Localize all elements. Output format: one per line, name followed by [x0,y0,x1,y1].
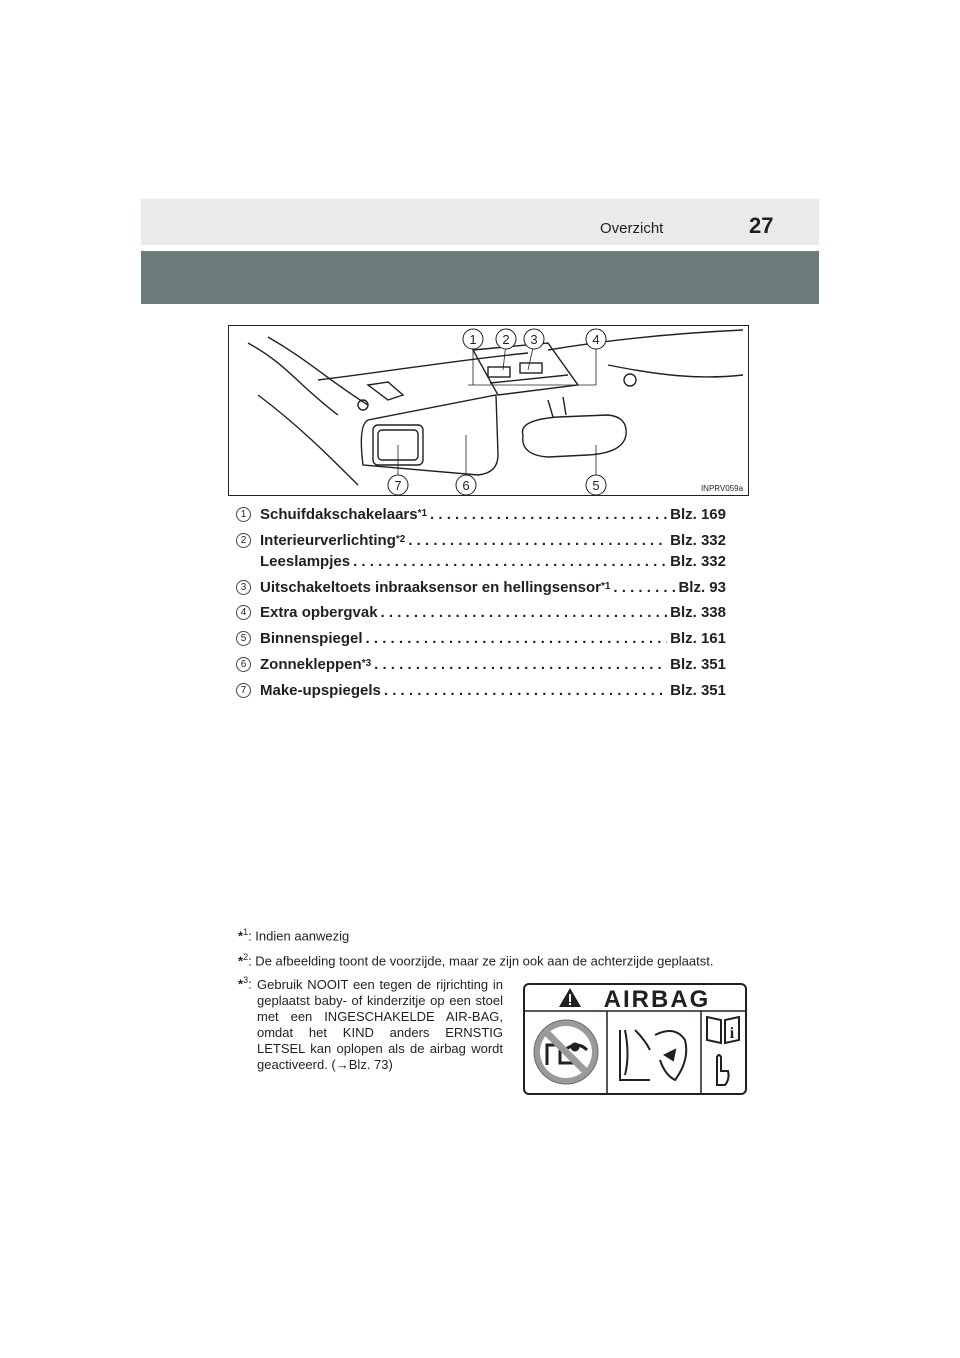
item-label: Binnenspiegel [260,630,363,647]
footnote-1: *$^1$: Indien aanwezig [238,927,350,944]
manual-info-icon [707,1017,739,1085]
callout-label: 3 [530,332,538,347]
callout-label: 7 [394,478,402,493]
item-number: 6 [236,657,251,672]
figure-code: INPRV059a [700,484,744,493]
item-label: Interieurverlichting [260,532,396,549]
item-footnote-ref: *3 [361,658,372,669]
footnote-3-text: Gebruik NOOIT een tegen de rijrichting in geplaatst baby- of kinderzitje op een stoel met een INGESCHAKELDE AIR-BAG, omdat het KIND anders ERNSTIG LETSEL kan oplopen als de airbag wordt geactiveerd. (→Blz. 73) [257,977,503,1072]
list-item [236,656,726,676]
item-number: 1 [236,507,251,522]
section-title: Overzicht [600,220,664,237]
item-label: Leeslampjes [260,553,351,570]
callout-label: 4 [592,332,600,347]
item-number: 5 [236,631,251,646]
airbag-title: AIRBAG [603,986,711,1013]
list-item [236,506,726,526]
item-footnote-ref: *1 [417,508,428,519]
airbag-deployment-icon [620,1030,686,1080]
airbag-warning-label [523,983,747,1095]
item-page-ref[interactable]: Blz. 351 [670,656,726,673]
item-footnote-ref: *1 [600,581,611,592]
item-page-ref[interactable]: Blz. 338 [670,604,726,621]
list-item [236,579,726,599]
item-label: Extra opbergvak [260,604,378,621]
item-page-ref[interactable]: Blz. 161 [670,630,726,647]
no-rear-facing-seat-icon [534,1020,598,1084]
footnote-2: *$^2$: De afbeelding toont de voorzijde, maar ze zijn ook aan de achterzijde geplaatst. [238,952,714,969]
page-number: 27 [749,213,774,238]
callout-label: 5 [592,478,600,493]
item-number: 7 [236,683,251,698]
item-label: Uitschakeltoets inbraaksensor en hellingsensor [260,579,601,596]
item-page-ref[interactable]: Blz. 93 [678,579,726,596]
list-item [236,682,726,702]
callout-label: 6 [462,478,470,493]
item-number: 4 [236,605,251,620]
svg-text:i: i [729,1025,735,1042]
item-number: 2 [236,533,251,548]
header-bar [141,199,819,245]
item-number: 3 [236,580,251,595]
item-page-ref[interactable]: Blz. 332 [670,532,726,549]
overhead-console-illustration [228,325,749,496]
list-item [236,630,726,650]
item-label: Make-upspiegels [260,682,381,699]
item-page-ref[interactable]: Blz. 351 [670,682,726,699]
list-item [236,553,726,573]
list-item [236,532,726,552]
item-page-ref[interactable]: Blz. 332 [670,553,726,570]
item-label: Zonnekleppen [260,656,362,673]
callout-label: 1 [469,332,477,347]
warning-triangle-icon [559,988,581,1007]
item-label: Schuifdakschakelaars [260,506,418,523]
footnote-3-marker: *$^3$: [238,975,252,992]
item-footnote-ref: *2 [395,534,406,545]
item-page-ref[interactable]: Blz. 169 [670,506,726,523]
callout-label: 2 [502,332,510,347]
list-item [236,604,726,624]
section-banner [141,251,819,304]
